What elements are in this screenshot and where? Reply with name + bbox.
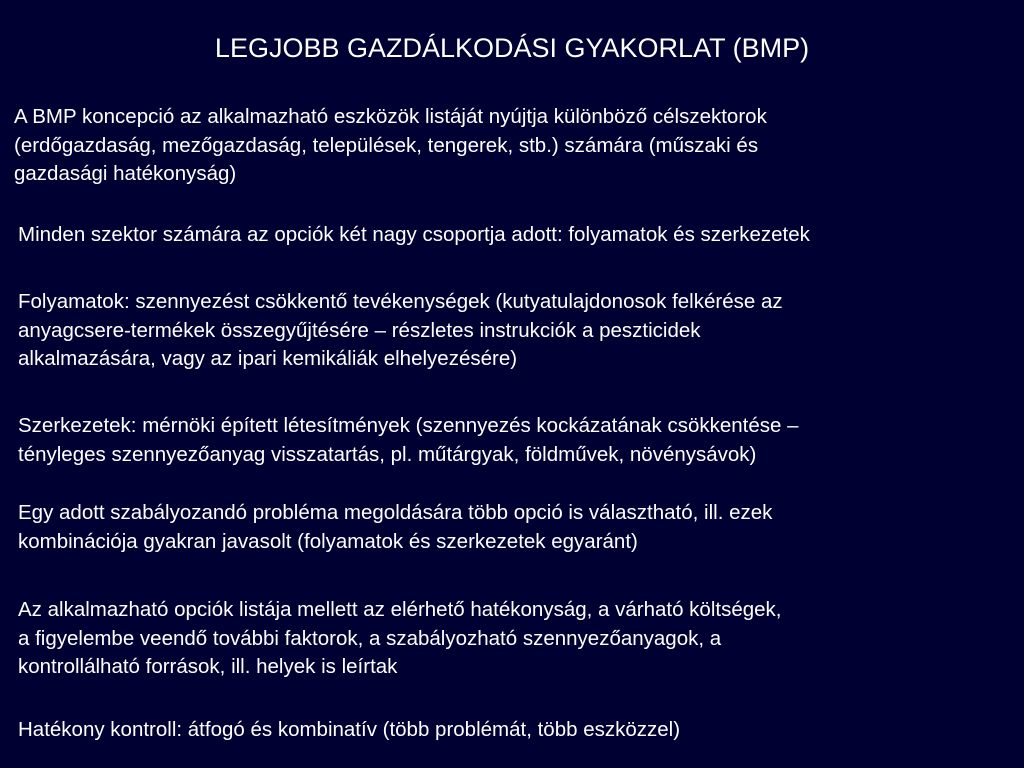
paragraph-effective-control: [18, 716, 680, 745]
paragraph-options-list: [18, 596, 781, 682]
paragraph-structures: [18, 412, 799, 469]
paragraph-combination: [18, 499, 772, 556]
paragraph-bmp-concept: [14, 103, 767, 189]
paragraph-line: kombinációja gyakran javasolt (folyamatok és szerkezetek egyaránt): [18, 529, 638, 553]
paragraph-line: kontrollálható források, ill. helyek is leírtak: [18, 655, 398, 678]
paragraph-line: A BMP koncepció az alkalmazható eszközök listáját nyújtja különböző célszektorok: [14, 105, 767, 128]
paragraph-line: (erdőgazdaság, mezőgazdaság, települések, tengerek, stb.) számára (műszaki és: [14, 133, 759, 157]
paragraph-line: anyagcsere-termékek összegyűjtésére – részletes instrukciók a peszticidek: [18, 318, 701, 342]
paragraph-line: gazdasági hatékonyság): [14, 162, 237, 185]
slide-title: LEGJOBB GAZDÁLKODÁSI GYAKORLAT (BMP): [214, 33, 810, 63]
paragraph-option-groups: [18, 221, 810, 250]
paragraph-line: Egy adott szabályozandó probléma megoldására több opció is választható, ill. ezek: [18, 501, 773, 524]
paragraph-line: Hatékony kontroll: átfogó és kombinatív (több problémát, több eszközzel): [18, 718, 681, 741]
paragraph-line: Minden szektor számára az opciók két nagy csoportja adott: folyamatok és szerkezetek: [18, 223, 810, 246]
paragraph-line: Folyamatok: szennyezést csökkentő tevékenységek (kutyatulajdonosok felkérése az: [18, 290, 783, 313]
paragraph-processes: [18, 288, 783, 374]
paragraph-line: alkalmazására, vagy az ipari kemikáliák elhelyezésére): [18, 347, 518, 370]
paragraph-line: Az alkalmazható opciók listája mellett az elérhető hatékonyság, a várható költségek,: [18, 598, 782, 621]
paragraph-line: a figyelembe veendő további faktorok, a szabályozható szennyezőanyagok, a: [18, 626, 722, 650]
paragraph-line: Szerkezetek: mérnöki épített létesítmények (szennyezés kockázatának csökkentése –: [18, 414, 799, 437]
paragraph-line: tényleges szennyezőanyag visszatartás, pl. műtárgyak, földművek, növénysávok): [18, 442, 757, 466]
